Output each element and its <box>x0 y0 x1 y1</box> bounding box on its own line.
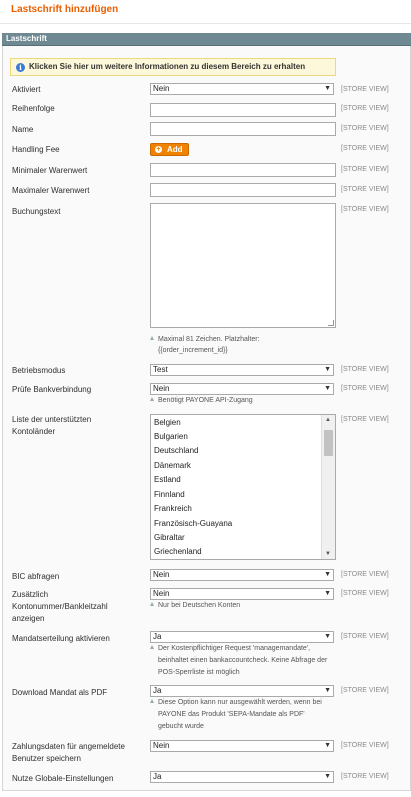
globale-select[interactable] <box>150 771 334 783</box>
zahlungsdaten-value: Nein <box>153 741 170 750</box>
mandatserteilung-hint-line2: beinhaltet einen bankaccountcheck. Keine Abfrage der <box>158 657 328 664</box>
notice-text: Klicken Sie hier um weitere Informationen zu diesem Bereich zu erhalten <box>29 62 306 71</box>
globale-value: Ja <box>153 772 162 781</box>
name-input[interactable] <box>150 122 336 136</box>
mandatserteilung-scope: [STORE VIEW] <box>341 633 389 640</box>
hint-arrow-icon <box>150 397 154 401</box>
name-scope: [STORE VIEW] <box>341 125 389 132</box>
plus-icon: + <box>156 146 161 153</box>
bic-label: BIC abfragen <box>12 572 60 581</box>
chevron-down-icon: ▼ <box>324 633 331 640</box>
zahlungsdaten-scope: [STORE VIEW] <box>341 742 389 749</box>
add-button-label: Add <box>167 145 183 154</box>
chevron-down-icon: ▼ <box>324 590 331 597</box>
pruefe-bank-hint <box>150 395 253 407</box>
scroll-up-icon[interactable]: ▲ <box>325 417 331 423</box>
hint-arrow-icon <box>150 336 154 340</box>
section-header[interactable] <box>2 33 411 46</box>
list-item[interactable]: Frankreich <box>154 504 192 513</box>
aktiviert-label: Aktiviert <box>12 85 41 94</box>
min-warenwert-scope: [STORE VIEW] <box>341 166 389 173</box>
mandatserteilung-hint-line1: Der Kostenpflichtiger Request 'managemandate', <box>158 645 311 652</box>
download-mandat-value: Ja <box>153 686 162 695</box>
kontolaender-label-line1: Liste der unterstützten <box>12 415 92 424</box>
scrollbar[interactable] <box>321 415 335 559</box>
buchungstext-hint-line1: Maximal 81 Zeichen. Platzhalter: <box>158 336 260 343</box>
kontolaender-scope: [STORE VIEW] <box>341 416 389 423</box>
buchungstext-textarea[interactable] <box>150 203 336 328</box>
mandatserteilung-hint <box>150 643 310 655</box>
download-mandat-select[interactable] <box>150 685 334 697</box>
zusaetzlich-label-line1: Zusätzlich <box>12 590 49 599</box>
name-label: Name <box>12 125 34 134</box>
reihenfolge-input[interactable] <box>150 103 336 117</box>
kontolaender-multiselect[interactable] <box>150 414 336 560</box>
handling-fee-label: Handling Fee <box>12 145 60 154</box>
zahlungsdaten-label-line2: Benutzer speichern <box>12 754 81 763</box>
chevron-down-icon: ▼ <box>324 385 331 392</box>
download-mandat-scope: [STORE VIEW] <box>341 687 389 694</box>
list-item[interactable]: Griechenland <box>154 547 202 556</box>
zusaetzlich-label-line3: anzeigen <box>12 614 45 623</box>
chevron-down-icon: ▼ <box>324 687 331 694</box>
pruefe-bank-value: Nein <box>153 384 170 393</box>
list-item[interactable]: Finnland <box>154 490 185 499</box>
pruefe-bank-hint-text: Benötigt PAYONE API-Zugang <box>158 397 253 404</box>
pruefe-bank-label: Prüfe Bankverbindung <box>12 385 92 394</box>
page-header <box>0 0 411 24</box>
page-title: Lastschrift hinzufügen <box>11 4 119 15</box>
zusaetzlich-scope: [STORE VIEW] <box>341 590 389 597</box>
globale-scope: [STORE VIEW] <box>341 773 389 780</box>
reihenfolge-label: Reihenfolge <box>12 104 55 113</box>
list-item[interactable]: Bulgarien <box>154 432 188 441</box>
reihenfolge-scope: [STORE VIEW] <box>341 105 389 112</box>
list-item[interactable]: Dänemark <box>154 461 191 470</box>
bic-value: Nein <box>153 570 170 579</box>
max-warenwert-input[interactable] <box>150 183 336 197</box>
aktiviert-select[interactable] <box>150 83 334 95</box>
chevron-down-icon: ▼ <box>324 742 331 749</box>
hint-arrow-icon <box>150 699 154 703</box>
max-warenwert-label: Maximaler Warenwert <box>12 186 90 195</box>
betriebsmodus-scope: [STORE VIEW] <box>341 366 389 373</box>
zahlungsdaten-select[interactable] <box>150 740 334 752</box>
chevron-down-icon: ▼ <box>324 85 331 92</box>
pruefe-bank-scope: [STORE VIEW] <box>341 385 389 392</box>
aktiviert-value: Nein <box>153 84 170 93</box>
resize-handle-icon[interactable] <box>328 320 334 326</box>
min-warenwert-input[interactable] <box>150 163 336 177</box>
download-mandat-label: Download Mandat als PDF <box>12 688 108 697</box>
aktiviert-scope: [STORE VIEW] <box>341 86 389 93</box>
zusaetzlich-select[interactable] <box>150 588 334 600</box>
info-icon: i <box>16 63 25 72</box>
zusaetzlich-hint <box>150 600 240 612</box>
scrollbar-thumb[interactable] <box>324 430 333 456</box>
chevron-down-icon: ▼ <box>324 773 331 780</box>
info-notice[interactable] <box>10 58 336 76</box>
betriebsmodus-value: Test <box>153 365 168 374</box>
buchungstext-scope: [STORE VIEW] <box>341 206 389 213</box>
download-mandat-hint <box>150 697 322 709</box>
mandatserteilung-hint-line3: POS-Sperrliste ist möglich <box>158 669 240 676</box>
download-mandat-hint-line3: gebucht wurde <box>158 723 204 730</box>
section-title: Lastschrift <box>6 34 47 43</box>
bic-select[interactable] <box>150 569 334 581</box>
mandatserteilung-label: Mandatserteilung aktivieren <box>12 634 110 643</box>
add-handling-fee-button[interactable] <box>150 143 189 156</box>
betriebsmodus-select[interactable] <box>150 364 334 376</box>
download-mandat-hint-line1: Diese Option kann nur ausgewählt werden, wenn bei <box>158 699 322 706</box>
list-item[interactable]: Gibraltar <box>154 533 185 542</box>
list-item[interactable]: Belgien <box>154 418 181 427</box>
kontolaender-label-line2: Kontoländer <box>12 427 56 436</box>
buchungstext-label: Buchungstext <box>12 207 61 216</box>
handling-fee-scope: [STORE VIEW] <box>341 145 389 152</box>
chevron-down-icon: ▼ <box>324 571 331 578</box>
scroll-down-icon[interactable]: ▼ <box>325 551 331 557</box>
bic-scope: [STORE VIEW] <box>341 571 389 578</box>
list-item[interactable]: Deutschland <box>154 446 199 455</box>
chevron-down-icon: ▼ <box>324 366 331 373</box>
min-warenwert-label: Minimaler Warenwert <box>12 166 88 175</box>
zusaetzlich-hint-text: Nur bei Deutschen Konten <box>158 602 241 609</box>
zusaetzlich-value: Nein <box>153 589 170 598</box>
list-item[interactable]: Estland <box>154 475 181 484</box>
betriebsmodus-label: Betriebsmodus <box>12 366 66 375</box>
buchungstext-hint-line2: {{order_increment_id}} <box>158 347 228 354</box>
pruefe-bank-select[interactable] <box>150 383 334 395</box>
mandatserteilung-value: Ja <box>153 632 162 641</box>
globale-label: Nutze Globale-Einstellungen <box>12 774 114 783</box>
mandatserteilung-select[interactable] <box>150 631 334 643</box>
hint-arrow-icon <box>150 645 154 649</box>
hint-arrow-icon <box>150 602 154 606</box>
zahlungsdaten-label-line1: Zahlungsdaten für angemeldete <box>12 742 125 751</box>
list-item[interactable]: Französisch-Guayana <box>154 519 233 528</box>
max-warenwert-scope: [STORE VIEW] <box>341 186 389 193</box>
zusaetzlich-label-line2: Kontonummer/Bankleitzahl <box>12 602 108 611</box>
download-mandat-hint-line2: PAYONE das Produkt 'SEPA-Mandate als PDF' <box>158 711 305 718</box>
